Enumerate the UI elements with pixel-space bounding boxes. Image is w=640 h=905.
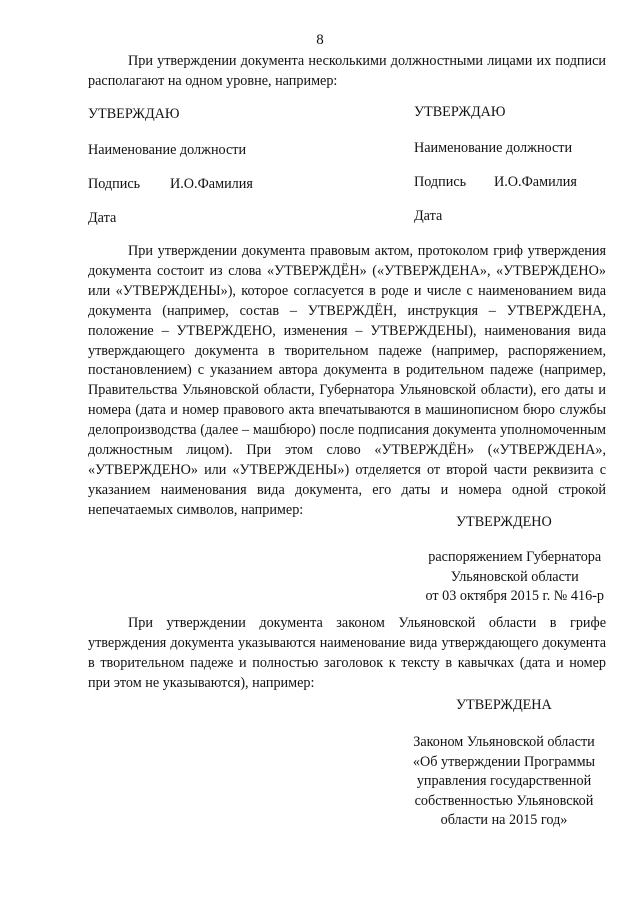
example1-line2: Ульяновской области xyxy=(450,568,579,585)
paragraph-legal-act-approval: При утверждении документа правовым актом, протоколом гриф утверждения документа состоит из слова «УТВЕРЖДЁН» («УТВЕРЖДЕНА», «УТВЕРЖДЕНО» или «УТВЕРЖДЕНЫ»), которое согласуется в роде и числе с наименованием вида документа (например, состав – УТВЕРЖДЁН, инструкция – УТВЕРЖДЕНА, положение – УТВЕРЖДЕНО, изменения – УТВЕРЖДЕНЫ), наименования вида утверждающего документа в творительном падеже (например, распоряжением, постановлением) с указанием автора документа в родительном падеже (например, Правительства Ульяновской области, Губернатора Ульяновской области), его даты и номера (дата и номер правового акта впечатываются в машинописном бюро службы делопроизводства (далее – машбюро) после подписания документа уполномоченным должностным лицом). При этом слово «УТВЕРЖДЁН» («УТВЕРЖДЕНА», «УТВЕРЖДЕНО» или «УТВЕРЖДЕНЫ») отделяется от второй части реквизита с указанием наименования вида документа, его даты и номера одной строкой непечатаемых символов, например: xyxy=(88,243,606,518)
example2-line2: «Об утверждении Программы xyxy=(412,753,596,770)
example2-line5: области на 2015 год» xyxy=(440,812,568,829)
left-position-title: Наименование должности xyxy=(88,142,247,158)
example1-body xyxy=(425,548,604,607)
example2-line3: управления государственной xyxy=(416,773,592,790)
left-date-label: Дата xyxy=(88,210,117,226)
example2-line4: собственностью Ульяновской xyxy=(414,792,594,809)
example1-line1: распоряжением Губернатора xyxy=(428,549,602,565)
page-number: 8 xyxy=(316,32,324,48)
right-signature-label: Подпись xyxy=(414,174,467,190)
example2-body xyxy=(398,733,610,831)
example2-line1: Законом Ульяновской области xyxy=(413,734,595,750)
paragraph-multiple-signatures: При утверждении документа несколькими должностными лицами их подписи располагают на одном уровне, например: xyxy=(88,53,606,89)
left-signer-name: И.О.Фамилия xyxy=(170,176,253,192)
example1-line3: от 03 октября 2015 г. № 416-р xyxy=(425,588,604,605)
left-signature-label: Подпись xyxy=(88,176,141,192)
example1-heading: УТВЕРЖДЕНО xyxy=(456,514,552,530)
right-approval-heading: УТВЕРЖДАЮ xyxy=(414,104,506,120)
right-date-label: Дата xyxy=(414,208,443,224)
paragraph-law-approval: При утверждении документа законом Ульяновской области в грифе утверждения документа указываются наименование вида утверждающего документа в творительном падеже и полностью заголовок к тексту в кавычках (дата и номер при этом не указываются), например: xyxy=(88,615,606,691)
left-approval-heading: УТВЕРЖДАЮ xyxy=(88,106,180,122)
example2-heading: УТВЕРЖДЕНА xyxy=(456,697,552,713)
right-position-title: Наименование должности xyxy=(414,140,573,156)
right-signer-name: И.О.Фамилия xyxy=(494,174,577,190)
